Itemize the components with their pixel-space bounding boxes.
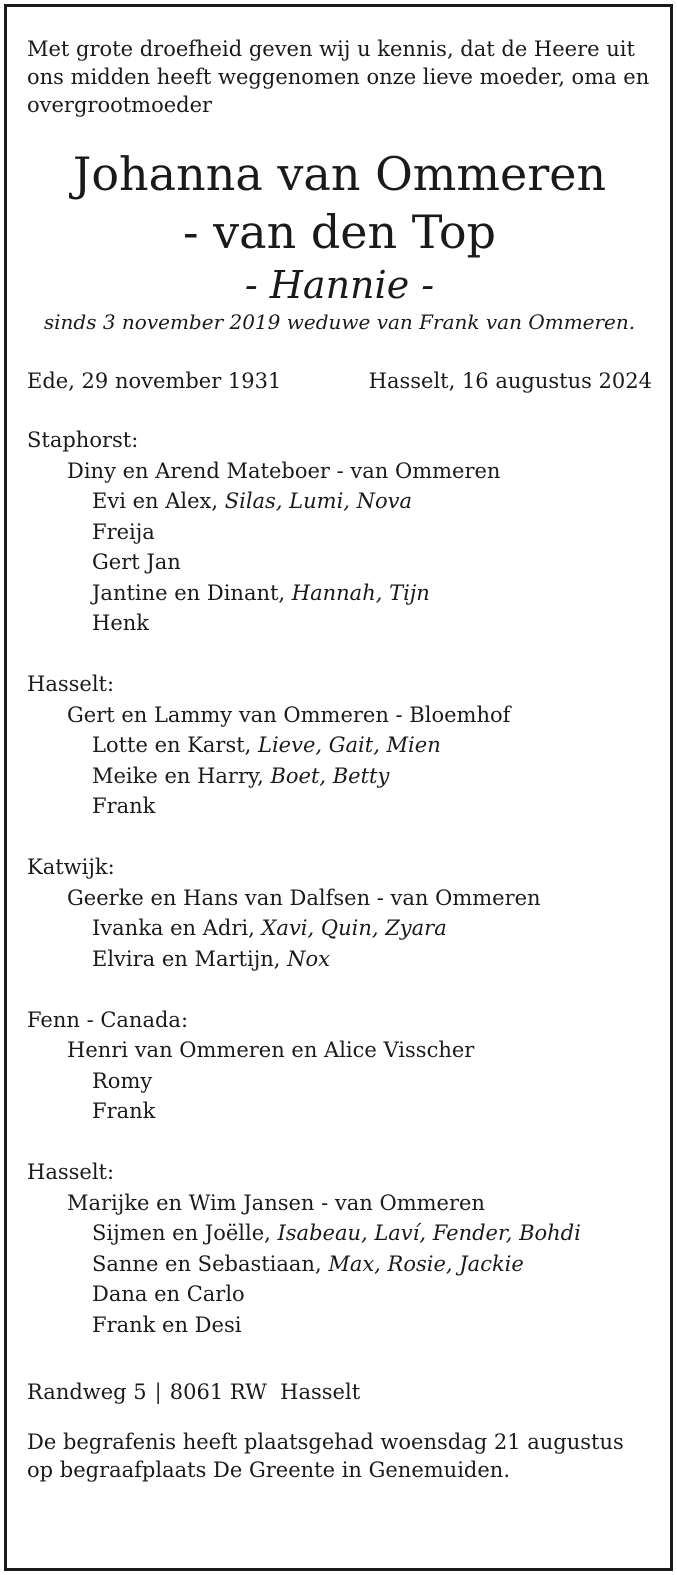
grandchild-name: Sijmen en Joëlle, xyxy=(92,1221,278,1245)
intro-text: Met grote droefheid geven wij u kennis, dat de Heere uit ons midden heeft weggenomen onze lieve moeder, oma en overgrootmoeder xyxy=(27,37,650,117)
grandchild-name: Elvira en Martijn, xyxy=(92,946,288,971)
widow-note: sinds 3 november 2019 weduwe van Frank van Ommeren. xyxy=(43,310,636,334)
grandchild-entry xyxy=(92,791,652,822)
address-separator: | xyxy=(154,1380,162,1404)
grandchild-entry xyxy=(92,730,652,761)
family-place: Staphorst: xyxy=(27,428,139,452)
grandchild-name: Evi en Alex, xyxy=(92,489,225,513)
family-block xyxy=(27,852,652,974)
address-city: Hasselt xyxy=(280,1380,361,1404)
grandchild-entry xyxy=(92,1310,652,1341)
family-block xyxy=(27,1005,652,1127)
grandchild-name: Sanne en Sebastiaan, xyxy=(92,1251,329,1276)
grandchild-name: Romy xyxy=(92,1068,153,1093)
family-list xyxy=(27,425,652,1340)
great-grandchildren: Isabeau, Laví, Fender, Bohdi xyxy=(277,1221,581,1245)
family-couple: Gert en Lammy van Ommeren - Bloemhof xyxy=(67,702,511,727)
grandchild-entry xyxy=(92,1279,652,1310)
great-grandchildren: Nox xyxy=(287,946,330,971)
family-place: Katwijk: xyxy=(27,855,115,879)
family-place: Hasselt: xyxy=(27,1160,115,1184)
address-postal: 8061 RW xyxy=(169,1380,267,1404)
family-couple: Henri van Ommeren en Alice Visscher xyxy=(67,1038,475,1062)
grandchild-entry xyxy=(92,578,652,609)
grandchild-name: Freija xyxy=(92,519,155,544)
grandchild-entry xyxy=(92,1096,652,1127)
announcement-border xyxy=(4,4,673,1571)
birth-date: Ede, 29 november 1931 xyxy=(27,369,282,393)
grandchild-entry xyxy=(92,944,652,975)
great-grandchildren: Max, Rosie, Jackie xyxy=(328,1251,524,1276)
grandchild-entry xyxy=(92,761,652,792)
grandchild-name: Jantine en Dinant, xyxy=(92,580,292,605)
grandchild-entry xyxy=(92,1249,652,1280)
grandchild-name: Dana en Carlo xyxy=(92,1282,245,1306)
grandchild-name: Gert Jan xyxy=(92,550,181,574)
announcement-content xyxy=(27,35,652,1505)
family-place: Fenn - Canada: xyxy=(27,1007,189,1032)
grandchild-name: Henk xyxy=(92,611,149,635)
deceased-nickname: - Hannie - xyxy=(244,263,435,307)
great-grandchildren: Xavi, Quin, Zyara xyxy=(261,916,447,940)
grandchild-name: Frank xyxy=(92,794,156,818)
family-couple: Diny en Arend Mateboer - van Ommeren xyxy=(67,458,501,483)
grandchild-name: Frank xyxy=(92,1099,156,1123)
family-couple: Marijke en Wim Jansen - van Ommeren xyxy=(67,1190,485,1215)
grandchild-entry xyxy=(92,913,652,944)
grandchild-entry xyxy=(92,547,652,578)
funeral-notice: De begrafenis heeft plaatsgehad woensdag 21 augustus op begraafplaats De Greente in Genemuiden. xyxy=(27,1430,624,1482)
grandchild-entry xyxy=(92,1218,652,1249)
great-grandchildren: Boet, Betty xyxy=(270,763,390,788)
address-street: Randweg 5 xyxy=(27,1380,147,1404)
grandchild-name: Frank en Desi xyxy=(92,1312,242,1337)
death-date: Hasselt, 16 augustus 2024 xyxy=(368,369,652,393)
dates-row xyxy=(27,367,652,395)
grandchild-entry xyxy=(92,517,652,548)
grandchild-name: Ivanka en Adri, xyxy=(92,916,262,940)
grandchild-entry xyxy=(92,608,652,639)
family-block xyxy=(27,425,652,639)
family-block xyxy=(27,1157,652,1340)
family-block xyxy=(27,669,652,822)
family-place: Hasselt: xyxy=(27,672,115,696)
grandchild-entry xyxy=(92,486,652,517)
grandchild-name: Meike en Harry, xyxy=(92,763,271,788)
address xyxy=(27,1378,652,1406)
grandchild-entry xyxy=(92,1066,652,1097)
great-grandchildren: Silas, Lumi, Nova xyxy=(224,489,413,513)
great-grandchildren: Hannah, Tijn xyxy=(291,580,430,605)
deceased-name-line2: - van den Top xyxy=(183,205,496,259)
great-grandchildren: Lieve, Gait, Mien xyxy=(258,733,441,757)
family-couple: Geerke en Hans van Dalfsen - van Ommeren xyxy=(67,885,541,910)
deceased-name-line1: Johanna van Ommeren xyxy=(72,147,607,201)
grandchild-name: Lotte en Karst, xyxy=(92,733,259,757)
